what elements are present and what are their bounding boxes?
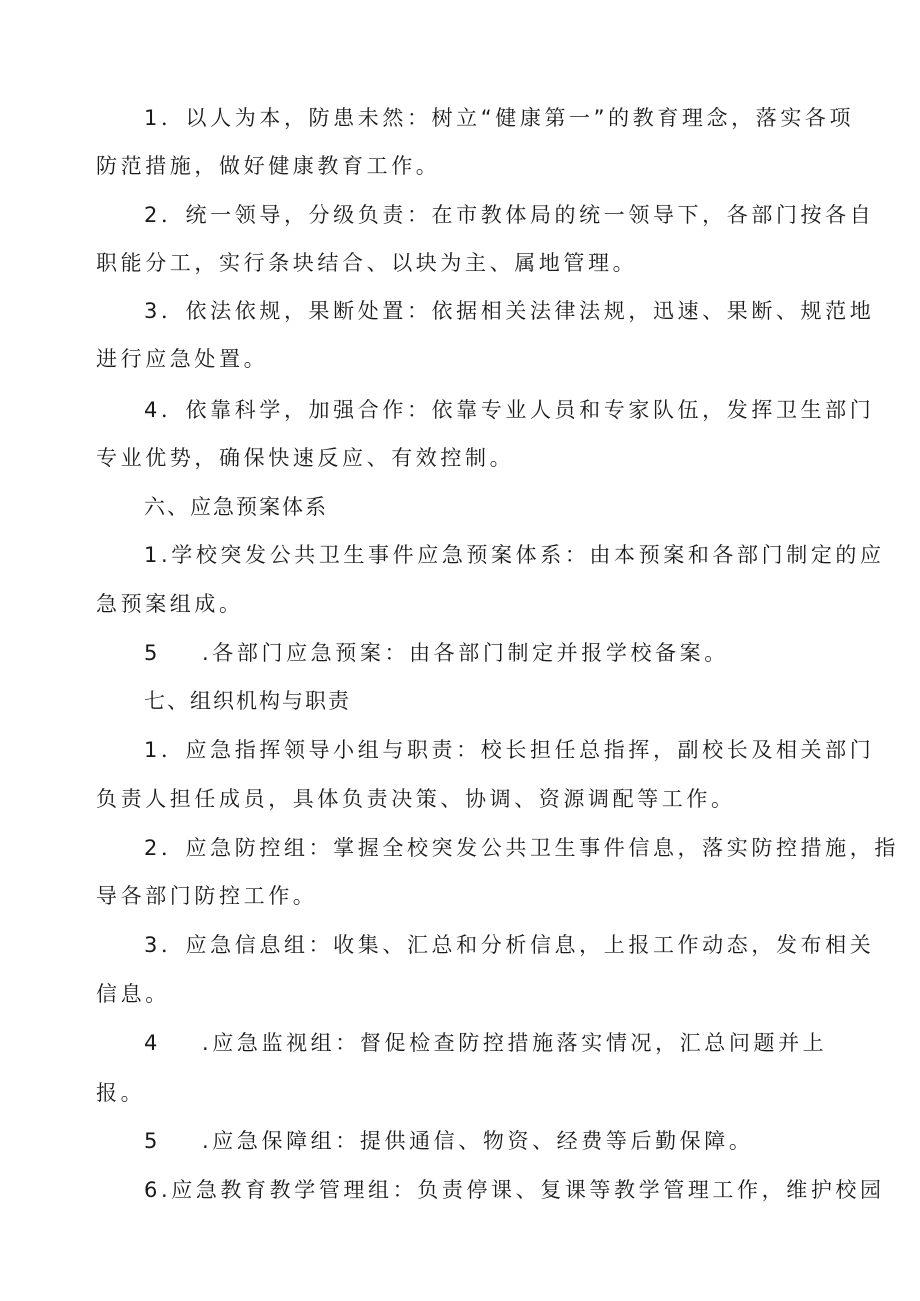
- item-text: .应急保障组：提供通信、物资、经费等后勤保障。: [202, 1129, 754, 1153]
- paragraph-line: 报。: [96, 1081, 146, 1105]
- paragraph-line: 专业优势，确保快速反应、有效控制。: [96, 446, 515, 470]
- paragraph-line: [144, 1126, 753, 1156]
- section-heading: 六、应急预案体系: [144, 495, 328, 519]
- paragraph-line: 4．依靠科学，加强合作：依靠专业人员和专家队伍，发挥卫生部门: [144, 398, 875, 422]
- paragraph-line: 负责人担任成员，具体负责决策、协调、资源调配等工作。: [96, 787, 736, 811]
- section-heading: 七、组织机构与职责: [144, 689, 351, 713]
- item-number: 5: [144, 641, 161, 665]
- paragraph-line: [144, 638, 729, 668]
- paragraph-line: 2．应急防控组：掌握全校突发公共卫生事件信息，落实防控措施，指: [144, 836, 899, 860]
- paragraph-line: 导各部门防控工作。: [96, 884, 318, 908]
- paragraph-line: 1．应急指挥领导小组与职责：校长担任总指挥，副校长及相关部门: [144, 738, 875, 762]
- paragraph-line: 进行应急处置。: [96, 347, 269, 371]
- paragraph-line: 1．以人为本，防患未然：树立“健康第一”的教育理念，落实各项: [144, 106, 855, 130]
- paragraph-line: 防范措施，做好健康教育工作。: [96, 154, 441, 178]
- item-text: .应急监视组：督促检查防控措施落实情况，汇总问题并上: [202, 1031, 828, 1055]
- paragraph-line: 信息。: [96, 982, 170, 1006]
- paragraph-line: 6.应急教育教学管理组：负责停课、复课等教学管理工作，维护校园: [144, 1178, 885, 1202]
- paragraph-line: [144, 1028, 827, 1058]
- paragraph-line: 急预案组成。: [96, 592, 244, 616]
- paragraph-line: 1.学校突发公共卫生事件应急预案体系：由本预案和各部门制定的应: [144, 543, 885, 567]
- paragraph-line: 2．统一领导，分级负责：在市教体局的统一领导下，各部门按各自: [144, 203, 875, 227]
- item-number: 4: [144, 1031, 161, 1055]
- item-text: .各部门应急预案：由各部门制定并报学校备案。: [202, 641, 729, 665]
- paragraph-line: 3．应急信息组：收集、汇总和分析信息，上报工作动态，发布相关: [144, 933, 875, 957]
- item-number: 5: [144, 1129, 161, 1153]
- paragraph-line: 职能分工，实行条块结合、以块为主、属地管理。: [96, 251, 638, 275]
- paragraph-line: 3．依法依规，果断处置：依据相关法律法规，迅速、果断、规范地: [144, 299, 875, 323]
